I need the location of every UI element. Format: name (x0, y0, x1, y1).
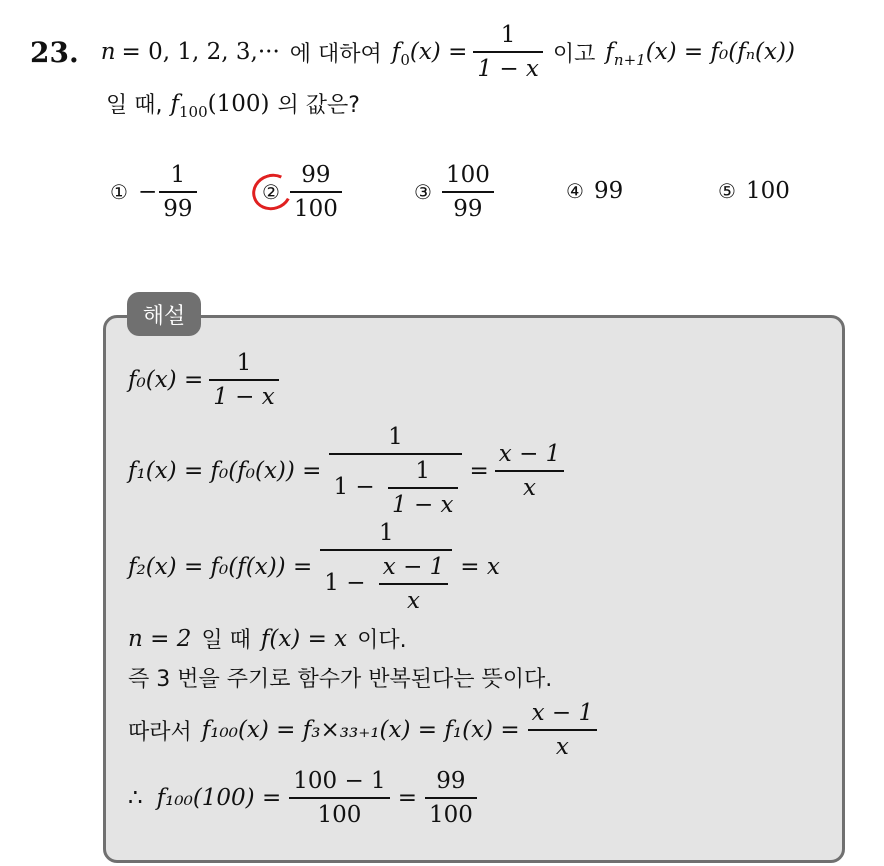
solution-line-2: f₁(x) = f₀(f₀(x)) = 1 1 − $\frac{1}{1 - x}$ = $\frac{x - 1}{x}$ (128, 424, 564, 519)
choice-fraction: $\frac{99}{100}$ (290, 162, 342, 222)
and-text: 이고 (552, 41, 596, 67)
solution-line-5: 즉 3 번을 주기로 함수가 반복된다는 뜻이다. (128, 667, 553, 692)
choice-4[interactable] (566, 178, 623, 204)
choice-marker: ⑤ (718, 179, 736, 203)
choice-value: 100 (745, 178, 790, 204)
solution-line-4: n = 2 일 때 f(x) = x 이다. (128, 625, 407, 653)
when-text: 일 때, (106, 93, 163, 118)
choice-2[interactable] (262, 162, 342, 222)
choice-marker: ① (110, 180, 128, 205)
choice-value: 99 (593, 178, 624, 204)
solution-line-3: f₂(x) = f₀(f(x)) = 1 1 − $\frac{x - 1}{x}$ = x (128, 520, 500, 615)
f0-definition-fraction: $\frac{1}{1 - x}$ (473, 22, 543, 82)
solution-box (103, 315, 845, 863)
solution-line-1: f₀(x) = $\frac{1}{1 - x}$ (128, 350, 279, 410)
question-line-1 (30, 22, 795, 82)
choice-3[interactable] (414, 162, 494, 222)
n-values: = 0, 1, 2, 3,··· (121, 39, 280, 66)
f0-definition-lhs: $f_0(x)$ = (391, 39, 468, 70)
choice-sign: − (137, 179, 158, 206)
solution-line-7: ∴ f₁₀₀(100) = $\frac{100 - 1}{100}$ = $\frac{99}{100}$ (128, 768, 477, 828)
about-text: 에 대하여 (289, 41, 382, 67)
choice-marker: ② (262, 180, 280, 204)
choice-marker: ④ (566, 179, 584, 203)
choice-fraction: $\frac{1}{99}$ (159, 162, 196, 222)
question-line-2 (106, 88, 360, 119)
target-expression: $f_{100}(100)$ (170, 90, 270, 121)
choice-1[interactable] (110, 162, 197, 222)
question-number: 23. (30, 35, 79, 69)
choice-fraction: $\frac{100}{99}$ (442, 162, 494, 222)
recurrence-definition: $f_{n+1}(x) = f_0(f_n(x))$ (605, 39, 795, 70)
choice-marker: ③ (414, 180, 432, 205)
solution-tag: 해설 (127, 292, 201, 336)
ask-text: 의 값은? (277, 93, 360, 118)
n-variable: n (100, 39, 116, 66)
solution-line-6: 따라서 f₁₀₀(x) = f₃×₃₃₊₁(x) = f₁(x) = $\frac{x - 1}{x}$ (128, 700, 597, 760)
choice-5[interactable] (718, 178, 790, 204)
